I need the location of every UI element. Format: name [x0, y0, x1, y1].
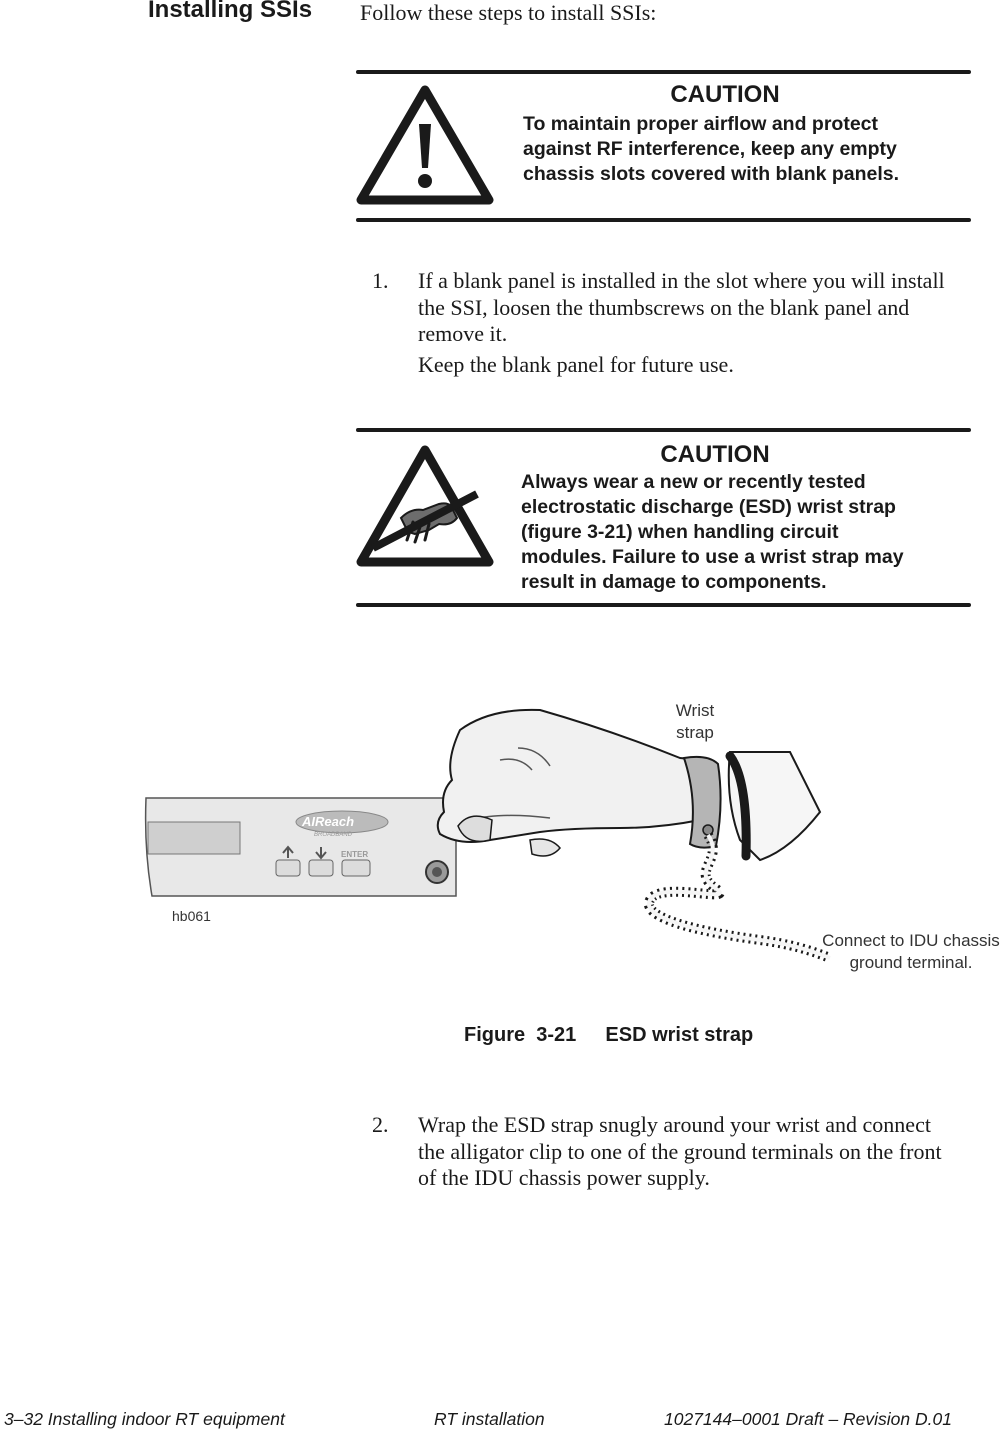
panel-display — [148, 822, 240, 854]
step1-line: If a blank panel is installed in the slot where you will install — [418, 268, 945, 293]
caution2-title: CAUTION — [660, 441, 770, 468]
connect-terminal-line: Connect to IDU chassis — [822, 931, 1000, 950]
enter-label: ENTER — [341, 850, 369, 859]
step2-line: Wrap the ESD strap snugly around your wrist and connect — [418, 1112, 931, 1137]
figure-code: hb061 — [172, 908, 211, 924]
footer-right: 1027144–0001 Draft – Revision D.01 — [664, 1409, 952, 1429]
brand-logo-sub: BROADBAND — [314, 832, 353, 838]
caution2-line: result in damage to components. — [521, 571, 827, 593]
enter-button — [342, 860, 370, 876]
section-heading: Installing SSIs — [148, 0, 313, 23]
step2-number: 2. — [372, 1112, 389, 1137]
esd-warning-triangle-icon — [355, 444, 495, 570]
step1-line: the SSI, loosen the thumbscrews on the blank panel and — [418, 294, 910, 320]
caution2-body — [521, 470, 971, 595]
step1-line: remove it. — [418, 321, 508, 346]
figure-caption-title: ESD wrist strap — [605, 1024, 754, 1046]
intro-text: Follow these steps to install SSIs: — [360, 0, 657, 25]
caution2-bottom-rule — [356, 603, 971, 607]
step2-line: of the IDU chassis power supply. — [418, 1165, 710, 1190]
step1-text — [418, 268, 978, 378]
step1-number: 1. — [372, 268, 389, 293]
footer-left: 3–32 Installing indoor RT equipment — [4, 1409, 285, 1429]
caution2-top-rule — [356, 428, 971, 432]
exclamation-triangle-icon — [355, 84, 495, 208]
footer-center: RT installation — [434, 1409, 545, 1429]
down-button — [309, 860, 333, 876]
caution1-line: chassis slots covered with blank panels. — [523, 163, 900, 185]
caution2-line: electrostatic discharge (ESD) wrist strap — [521, 496, 896, 518]
caution1-line: To maintain proper airflow and protect — [523, 113, 878, 135]
figure-caption-number: Figure 3-21 — [464, 1024, 577, 1046]
caution1-body — [523, 112, 963, 187]
caution1-top-rule — [356, 70, 971, 74]
up-button — [276, 860, 300, 876]
step2-line: the alligator clip to one of the ground terminals on the front — [418, 1138, 942, 1164]
caution1-title: CAUTION — [670, 81, 780, 108]
caution2-line: (figure 3-21) when handling circuit — [521, 521, 839, 543]
wrist-strap-label-line: strap — [676, 723, 714, 742]
caution2-line: modules. Failure to use a wrist strap may — [521, 546, 904, 568]
caution2-line: Always wear a new or recently tested — [521, 471, 866, 493]
connect-terminal-line: ground terminal. — [849, 953, 973, 972]
step1-note: Keep the blank panel for future use. — [418, 351, 734, 377]
coiled-ground-cord — [649, 835, 830, 958]
wrist-strap-label — [664, 700, 726, 744]
esd-wrist-strap-illustration — [140, 700, 840, 980]
wrist-strap-label-line: Wrist — [675, 701, 715, 720]
figure-caption — [464, 1024, 753, 1047]
caution1-bottom-rule — [356, 218, 971, 222]
step2-text — [418, 1112, 978, 1192]
caution1-line: against RF interference, keep any empty — [523, 138, 897, 160]
brand-logo-text: AIReach — [302, 814, 355, 829]
connect-terminal-label — [816, 930, 1006, 974]
